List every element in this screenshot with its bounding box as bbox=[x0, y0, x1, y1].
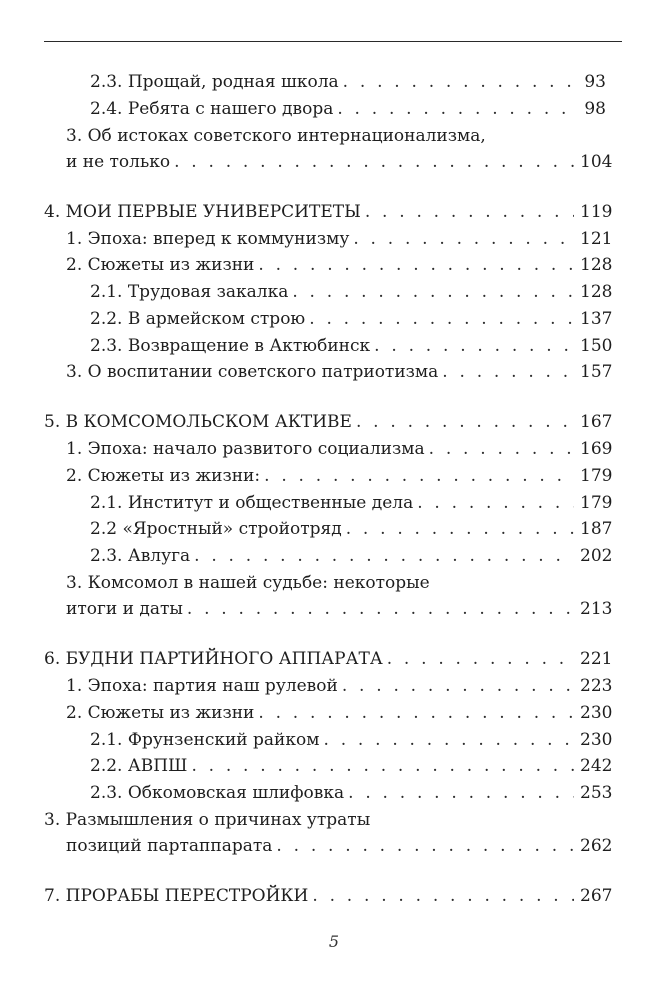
toc-page-number: 169 bbox=[580, 439, 613, 459]
toc-entry[interactable] bbox=[66, 462, 613, 490]
toc-page-number: 223 bbox=[580, 676, 613, 696]
toc-entry[interactable] bbox=[90, 779, 613, 807]
leader-dots bbox=[374, 332, 574, 360]
toc-entry-title: 2.4. Ребята с нашего двора bbox=[90, 99, 334, 119]
toc-entry-title: 3. О воспитании советского патриотизма bbox=[66, 362, 439, 382]
page-number: 5 bbox=[328, 932, 340, 951]
toc-entry-title: 3. Комсомол в нашей судьбе: некоторые bbox=[66, 573, 430, 593]
toc-entry-title: 2.3. Возвращение в Актюбинск bbox=[90, 336, 371, 356]
toc-entry[interactable] bbox=[66, 358, 613, 386]
toc-page-number: 242 bbox=[580, 756, 613, 776]
top-rule bbox=[44, 41, 622, 42]
toc-page-number: 179 bbox=[580, 493, 613, 513]
leader-dots bbox=[258, 251, 574, 279]
toc-entry-title: 2.1. Фрунзенский райком bbox=[90, 730, 320, 750]
toc-page-number: 221 bbox=[580, 649, 613, 669]
leader-dots bbox=[442, 358, 574, 386]
toc-entry-title: 2.2. В армейском строю bbox=[90, 309, 306, 329]
leader-dots bbox=[174, 148, 574, 176]
toc-page-number: 128 bbox=[580, 255, 613, 275]
toc-entry-title: 2. Сюжеты из жизни: bbox=[66, 466, 261, 486]
toc-entry-title: 2.2. АВПШ bbox=[90, 756, 188, 776]
toc-entry[interactable] bbox=[66, 595, 613, 623]
toc-entry[interactable] bbox=[66, 672, 613, 700]
leader-dots bbox=[353, 225, 574, 253]
toc-entry[interactable] bbox=[90, 726, 613, 754]
toc-entry[interactable] bbox=[90, 752, 613, 780]
leader-dots bbox=[356, 408, 574, 436]
toc-entry[interactable] bbox=[66, 225, 613, 253]
toc-page-number: 93 bbox=[584, 72, 606, 92]
toc-chapter-title: 7. ПРОРАБЫ ПЕРЕСТРОЙКИ bbox=[44, 886, 309, 906]
leader-dots bbox=[276, 832, 574, 860]
leader-dots bbox=[309, 305, 574, 333]
toc-entry-title: 2.3. Авлуга bbox=[90, 546, 191, 566]
toc-entry[interactable] bbox=[90, 305, 613, 333]
toc-page-number: 167 bbox=[580, 412, 613, 432]
toc-page-number: 187 bbox=[580, 519, 613, 539]
toc-entry[interactable] bbox=[90, 95, 606, 123]
toc-page-number: 121 bbox=[580, 229, 613, 249]
toc-entry[interactable] bbox=[90, 515, 613, 543]
toc-chapter[interactable] bbox=[44, 408, 613, 436]
toc-entry-title: 3. Об истоках советского интернационализма, bbox=[66, 126, 486, 146]
toc-entry-title: позиций партаппарата bbox=[66, 836, 273, 856]
toc-entry-title: 1. Эпоха: начало развитого социализма bbox=[66, 439, 425, 459]
toc-page-number: 104 bbox=[580, 152, 613, 172]
toc-page-number: 253 bbox=[580, 783, 613, 803]
toc-page-number: 137 bbox=[580, 309, 613, 329]
leader-dots bbox=[323, 726, 574, 754]
leader-dots bbox=[264, 462, 574, 490]
toc-entry-title: 2.3. Обкомовская шлифовка bbox=[90, 783, 345, 803]
toc-entry[interactable] bbox=[66, 435, 613, 463]
toc-page-number: 179 bbox=[580, 466, 613, 486]
toc-entry[interactable] bbox=[66, 148, 613, 176]
leader-dots bbox=[187, 595, 574, 623]
toc-entry-title: 2. Сюжеты из жизни bbox=[66, 703, 255, 723]
toc-entry-title: 1. Эпоха: партия наш рулевой bbox=[66, 676, 338, 696]
leader-dots bbox=[191, 752, 574, 780]
toc-chapter-title: 4. МОИ ПЕРВЫЕ УНИВЕРСИТЕТЫ bbox=[44, 202, 361, 222]
toc-entry-title: итоги и даты bbox=[66, 599, 183, 619]
leader-dots bbox=[365, 198, 574, 226]
leader-dots bbox=[342, 672, 574, 700]
toc-entry-title: 1. Эпоха: вперед к коммунизму bbox=[66, 229, 350, 249]
leader-dots bbox=[387, 645, 574, 673]
toc-page-number: 230 bbox=[580, 730, 613, 750]
toc-entry-title: 2.2 «Яростный» стройотряд bbox=[90, 519, 342, 539]
toc-entry-title: 3. Размышления о причинах утраты bbox=[44, 810, 371, 830]
toc-page-number: 150 bbox=[580, 336, 613, 356]
leader-dots bbox=[343, 68, 574, 96]
toc-chapter[interactable] bbox=[44, 882, 613, 910]
leader-dots bbox=[348, 779, 574, 807]
toc-page-number: 119 bbox=[580, 202, 613, 222]
toc-entry[interactable] bbox=[90, 332, 613, 360]
toc-entry-title: 2.1. Трудовая закалка bbox=[90, 282, 289, 302]
leader-dots bbox=[429, 435, 574, 463]
toc-entry[interactable] bbox=[90, 489, 613, 517]
toc-page-number: 262 bbox=[580, 836, 613, 856]
toc-entry[interactable] bbox=[90, 542, 613, 570]
toc-entry-title: 2.3. Прощай, родная школа bbox=[90, 72, 339, 92]
toc-entry[interactable] bbox=[90, 68, 606, 96]
toc-page-number: 128 bbox=[580, 282, 613, 302]
toc-chapter-title: 6. БУДНИ ПАРТИЙНОГО АППАРАТА bbox=[44, 649, 383, 669]
toc-entry-title: и не только bbox=[66, 152, 171, 172]
toc-page-number: 98 bbox=[584, 99, 606, 119]
leader-dots bbox=[346, 515, 574, 543]
toc-page-number: 213 bbox=[580, 599, 613, 619]
leader-dots bbox=[337, 95, 574, 123]
leader-dots bbox=[312, 882, 574, 910]
toc-page-number: 267 bbox=[580, 886, 613, 906]
toc-page-number: 202 bbox=[580, 546, 613, 566]
toc-entry[interactable] bbox=[66, 832, 613, 860]
toc-entry[interactable] bbox=[66, 251, 613, 279]
toc-chapter[interactable] bbox=[44, 645, 613, 673]
leader-dots bbox=[417, 489, 574, 517]
toc-entry[interactable] bbox=[90, 278, 613, 306]
leader-dots bbox=[292, 278, 574, 306]
leader-dots bbox=[258, 699, 574, 727]
leader-dots bbox=[194, 542, 574, 570]
toc-page-number: 157 bbox=[580, 362, 613, 382]
toc-page-number: 230 bbox=[580, 703, 613, 723]
toc-entry-title: 2. Сюжеты из жизни bbox=[66, 255, 255, 275]
toc-chapter-title: 5. В КОМСОМОЛЬСКОМ АКТИВЕ bbox=[44, 412, 352, 432]
toc-chapter[interactable] bbox=[44, 198, 613, 226]
toc-entry[interactable] bbox=[66, 699, 613, 727]
toc-entry-title: 2.1. Институт и общественные дела bbox=[90, 493, 414, 513]
